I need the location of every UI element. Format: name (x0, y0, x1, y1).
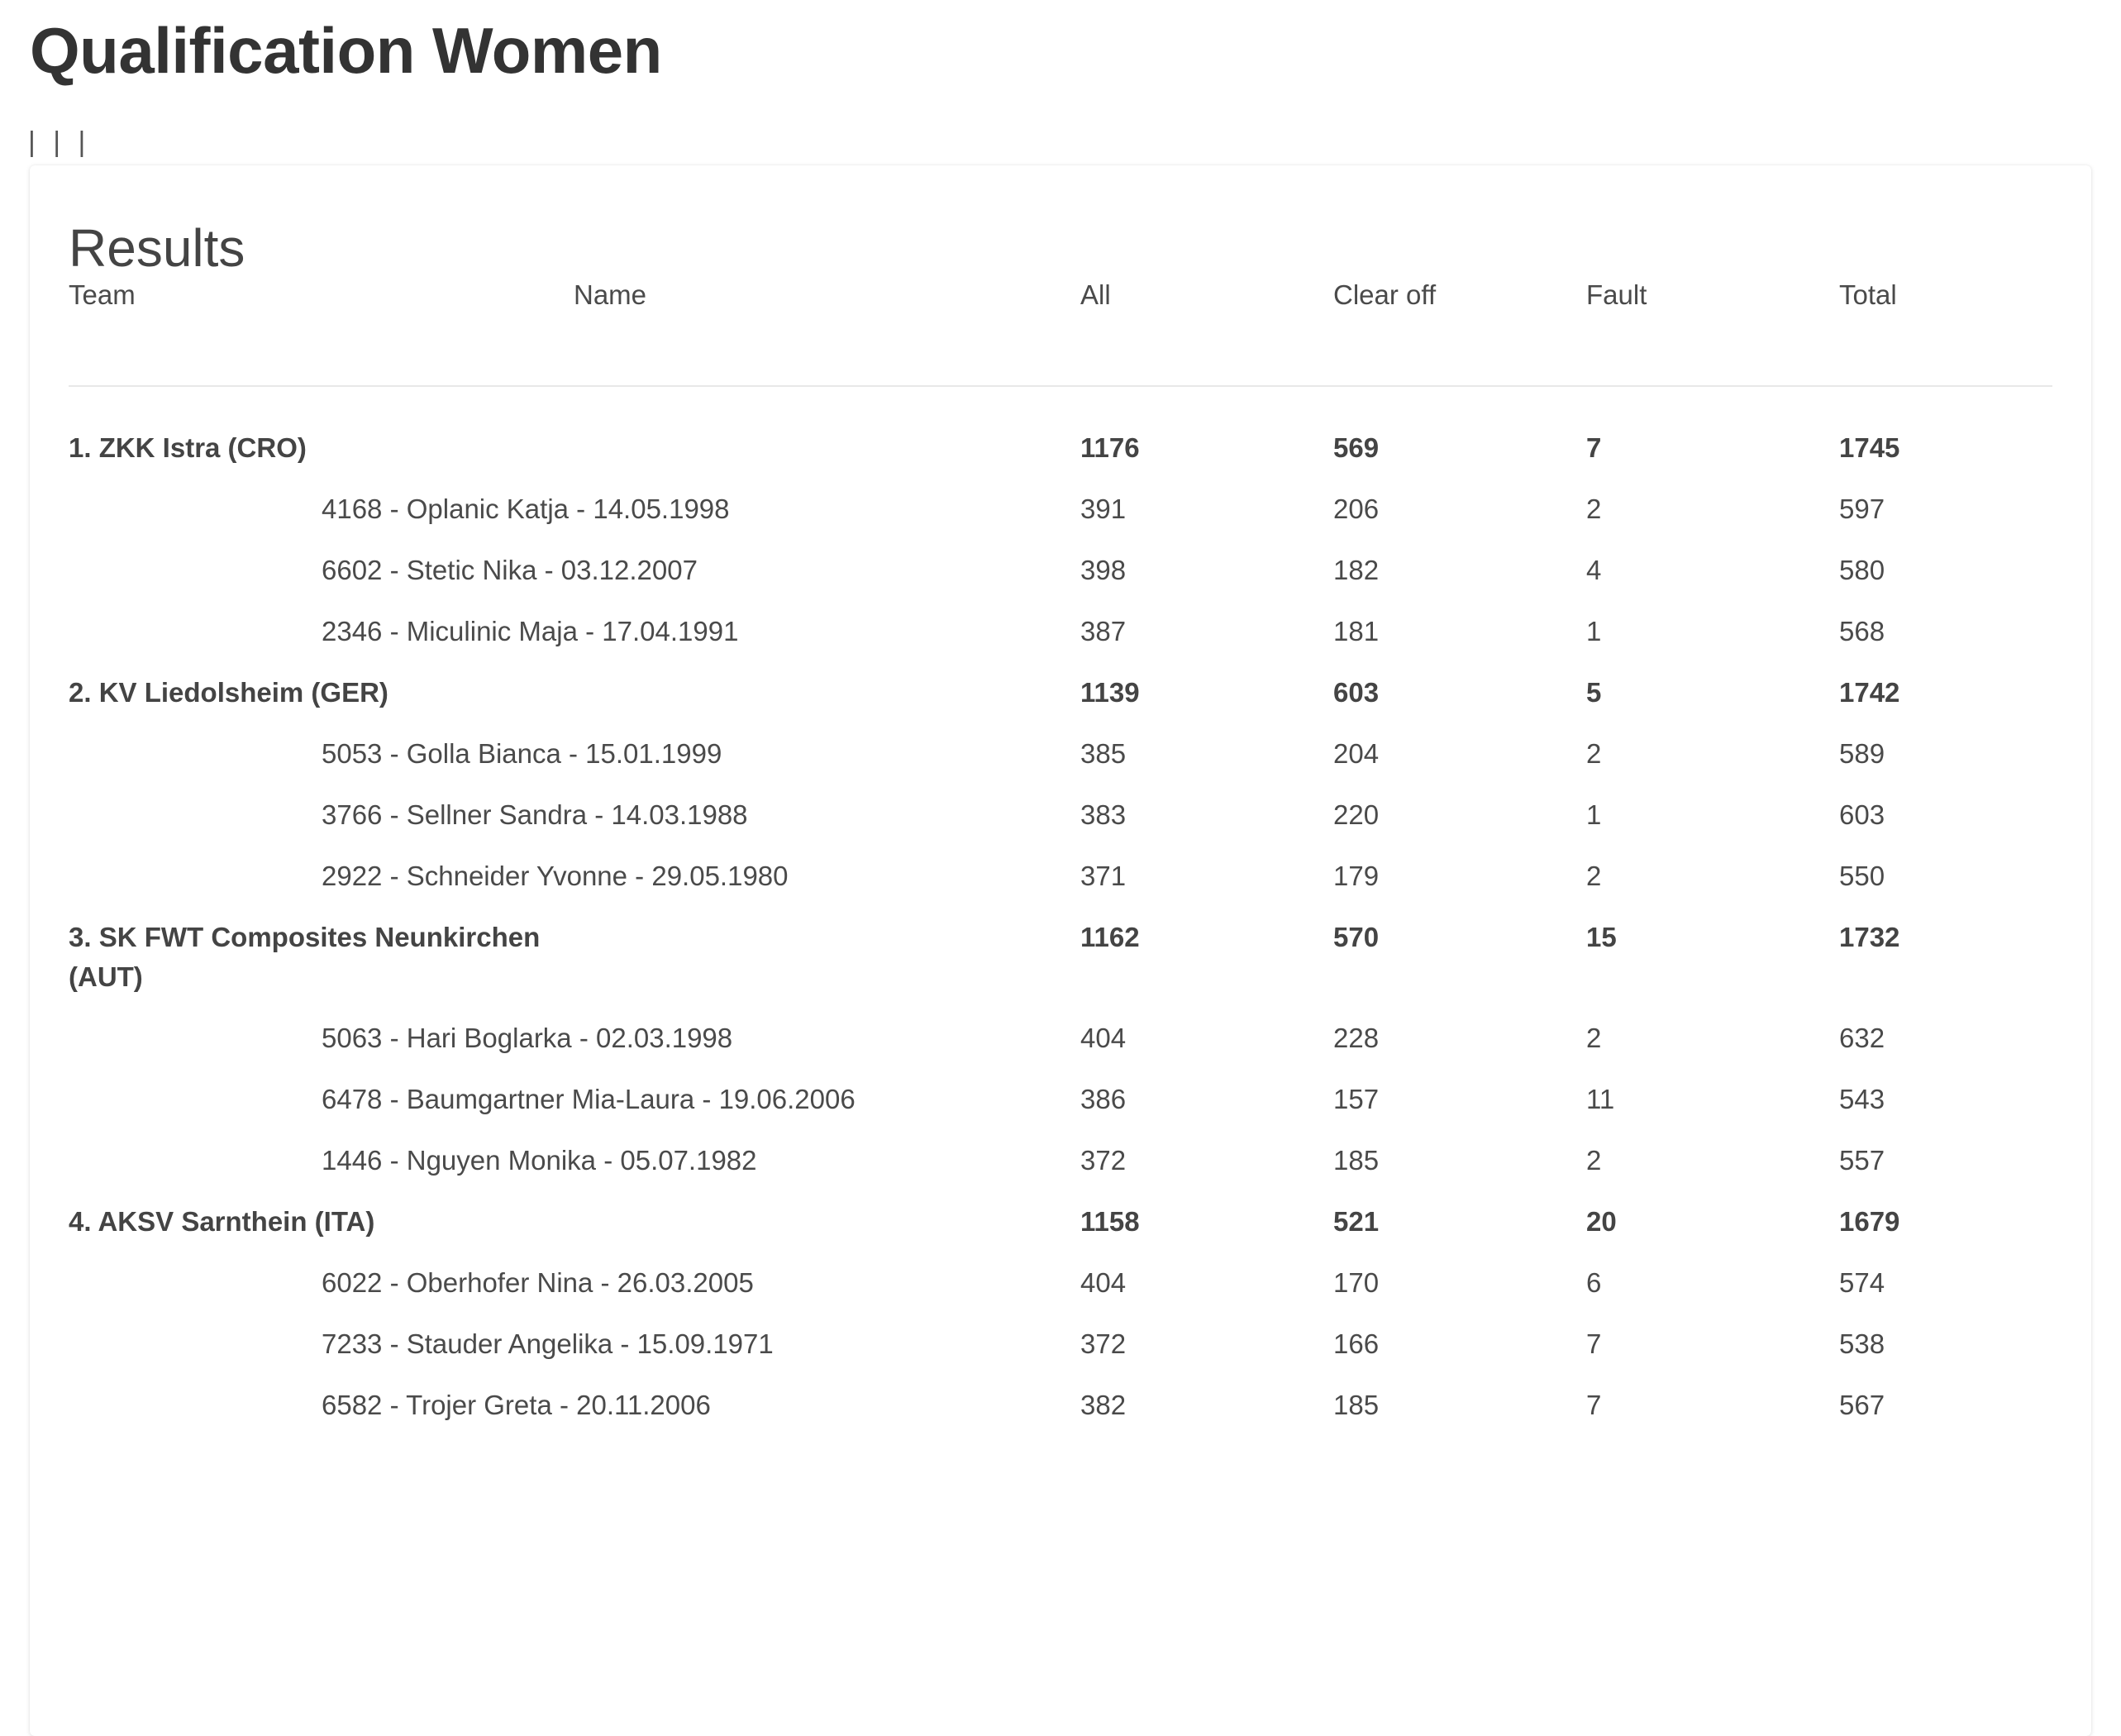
player-name: 6602 - Stetic Nika - 03.12.2007 (322, 555, 698, 585)
player-row (69, 590, 2052, 651)
player-clear-off: 179 (1333, 861, 1380, 891)
table-header-row (69, 278, 2052, 386)
player-name: 6478 - Baumgartner Mia-Laura - 19.06.2006 (322, 1084, 856, 1114)
player-total: 557 (1839, 1145, 1885, 1176)
team-total: 1745 (1839, 432, 1900, 463)
team-clear-off: 603 (1333, 677, 1380, 708)
player-clear-off: 206 (1333, 494, 1380, 524)
team-clear-off: 521 (1333, 1206, 1380, 1237)
results-card (30, 165, 2091, 1736)
player-clear-off: 185 (1333, 1390, 1380, 1420)
player-fault: 2 (1586, 738, 1602, 769)
player-row (69, 774, 2052, 835)
player-name: 4168 - Oplanic Katja - 14.05.1998 (322, 494, 730, 524)
player-all: 385 (1080, 738, 1127, 769)
player-name: 1446 - Nguyen Monika - 05.07.1982 (322, 1145, 757, 1176)
player-total: 543 (1839, 1084, 1885, 1114)
player-row (69, 997, 2052, 1058)
team-row (69, 1180, 2052, 1242)
player-total: 568 (1839, 616, 1885, 646)
player-all: 386 (1080, 1084, 1127, 1114)
player-row (69, 529, 2052, 590)
player-all: 398 (1080, 555, 1127, 585)
player-row (69, 1364, 2052, 1425)
team-all: 1162 (1080, 922, 1140, 952)
team-total: 1679 (1839, 1206, 1900, 1237)
player-all: 371 (1080, 861, 1127, 891)
player-total: 597 (1839, 494, 1885, 524)
column-header-name: Name (322, 278, 1080, 386)
player-fault: 2 (1586, 494, 1602, 524)
team-all: 1158 (1080, 1206, 1140, 1237)
player-all: 383 (1080, 799, 1127, 830)
player-all: 387 (1080, 616, 1127, 646)
results-title: Results (69, 218, 245, 278)
team-fault: 15 (1586, 922, 1617, 952)
player-total: 603 (1839, 799, 1885, 830)
player-row (69, 713, 2052, 774)
player-total: 567 (1839, 1390, 1885, 1420)
team-name (69, 1180, 1080, 1242)
player-all: 382 (1080, 1390, 1127, 1420)
team-fault: 5 (1586, 677, 1602, 708)
player-fault: 2 (1586, 1023, 1602, 1053)
team-all: 1139 (1080, 677, 1140, 708)
player-clear-off: 185 (1333, 1145, 1380, 1176)
player-row (69, 468, 2052, 529)
player-fault: 1 (1586, 616, 1602, 646)
separator-bars: | | | (28, 126, 91, 158)
team-fault: 20 (1586, 1206, 1617, 1237)
page-title: Qualification Women (30, 14, 662, 87)
team-all: 1176 (1080, 432, 1140, 463)
team-total: 1732 (1839, 922, 1900, 952)
team-clear-off: 569 (1333, 432, 1380, 463)
results-table (69, 278, 2052, 1425)
team-clear-off: 570 (1333, 922, 1380, 952)
team-name (69, 896, 1080, 997)
player-fault: 11 (1586, 1084, 1615, 1114)
player-fault: 7 (1586, 1390, 1602, 1420)
player-clear-off: 166 (1333, 1328, 1380, 1359)
player-all: 372 (1080, 1328, 1127, 1359)
player-row (69, 1242, 2052, 1303)
player-total: 580 (1839, 555, 1885, 585)
player-name: 5063 - Hari Boglarka - 02.03.1998 (322, 1023, 733, 1053)
player-name: 6582 - Trojer Greta - 20.11.2006 (322, 1390, 711, 1420)
results-body (69, 386, 2052, 1425)
player-total: 574 (1839, 1267, 1885, 1298)
player-total: 538 (1839, 1328, 1885, 1359)
player-all: 391 (1080, 494, 1127, 524)
player-clear-off: 204 (1333, 738, 1380, 769)
player-row (69, 1303, 2052, 1364)
column-header-fault: Fault (1586, 278, 1839, 386)
player-fault: 6 (1586, 1267, 1602, 1298)
player-name: 3766 - Sellner Sandra - 14.03.1988 (322, 799, 748, 830)
team-name (69, 651, 1080, 713)
column-header-team: Team (69, 278, 322, 386)
player-fault: 2 (1586, 1145, 1602, 1176)
player-name: 2346 - Miculinic Maja - 17.04.1991 (322, 616, 739, 646)
player-all: 404 (1080, 1267, 1127, 1298)
player-fault: 7 (1586, 1328, 1602, 1359)
team-name-text: 4. AKSV Sarnthein (ITA) (69, 1206, 375, 1237)
player-name: 6022 - Oberhofer Nina - 26.03.2005 (322, 1267, 754, 1298)
column-header-clear-off: Clear off (1333, 278, 1586, 386)
player-row (69, 1058, 2052, 1119)
player-clear-off: 170 (1333, 1267, 1380, 1298)
team-name (69, 386, 1080, 468)
player-fault: 1 (1586, 799, 1602, 830)
player-clear-off: 157 (1333, 1084, 1380, 1114)
player-clear-off: 220 (1333, 799, 1380, 830)
player-total: 550 (1839, 861, 1885, 891)
player-fault: 4 (1586, 555, 1602, 585)
team-total: 1742 (1839, 677, 1900, 708)
player-total: 589 (1839, 738, 1885, 769)
team-row (69, 896, 2052, 997)
player-clear-off: 182 (1333, 555, 1380, 585)
player-all: 404 (1080, 1023, 1127, 1053)
team-fault: 7 (1586, 432, 1602, 463)
team-name-text: 3. SK FWT Composites Neunkirchen (AUT) (69, 922, 541, 992)
player-name: 5053 - Golla Bianca - 15.01.1999 (322, 738, 722, 769)
player-name: 7233 - Stauder Angelika - 15.09.1971 (322, 1328, 774, 1359)
team-row (69, 386, 2052, 468)
player-clear-off: 181 (1333, 616, 1380, 646)
column-header-all: All (1080, 278, 1333, 386)
column-header-total: Total (1839, 278, 2052, 386)
player-clear-off: 228 (1333, 1023, 1380, 1053)
team-name-text: 2. KV Liedolsheim (GER) (69, 677, 388, 708)
team-row (69, 651, 2052, 713)
team-name-text: 1. ZKK Istra (CRO) (69, 432, 307, 463)
player-row (69, 1119, 2052, 1180)
player-name: 2922 - Schneider Yvonne - 29.05.1980 (322, 861, 789, 891)
player-row (69, 835, 2052, 896)
player-fault: 2 (1586, 861, 1602, 891)
player-all: 372 (1080, 1145, 1127, 1176)
player-total: 632 (1839, 1023, 1885, 1053)
